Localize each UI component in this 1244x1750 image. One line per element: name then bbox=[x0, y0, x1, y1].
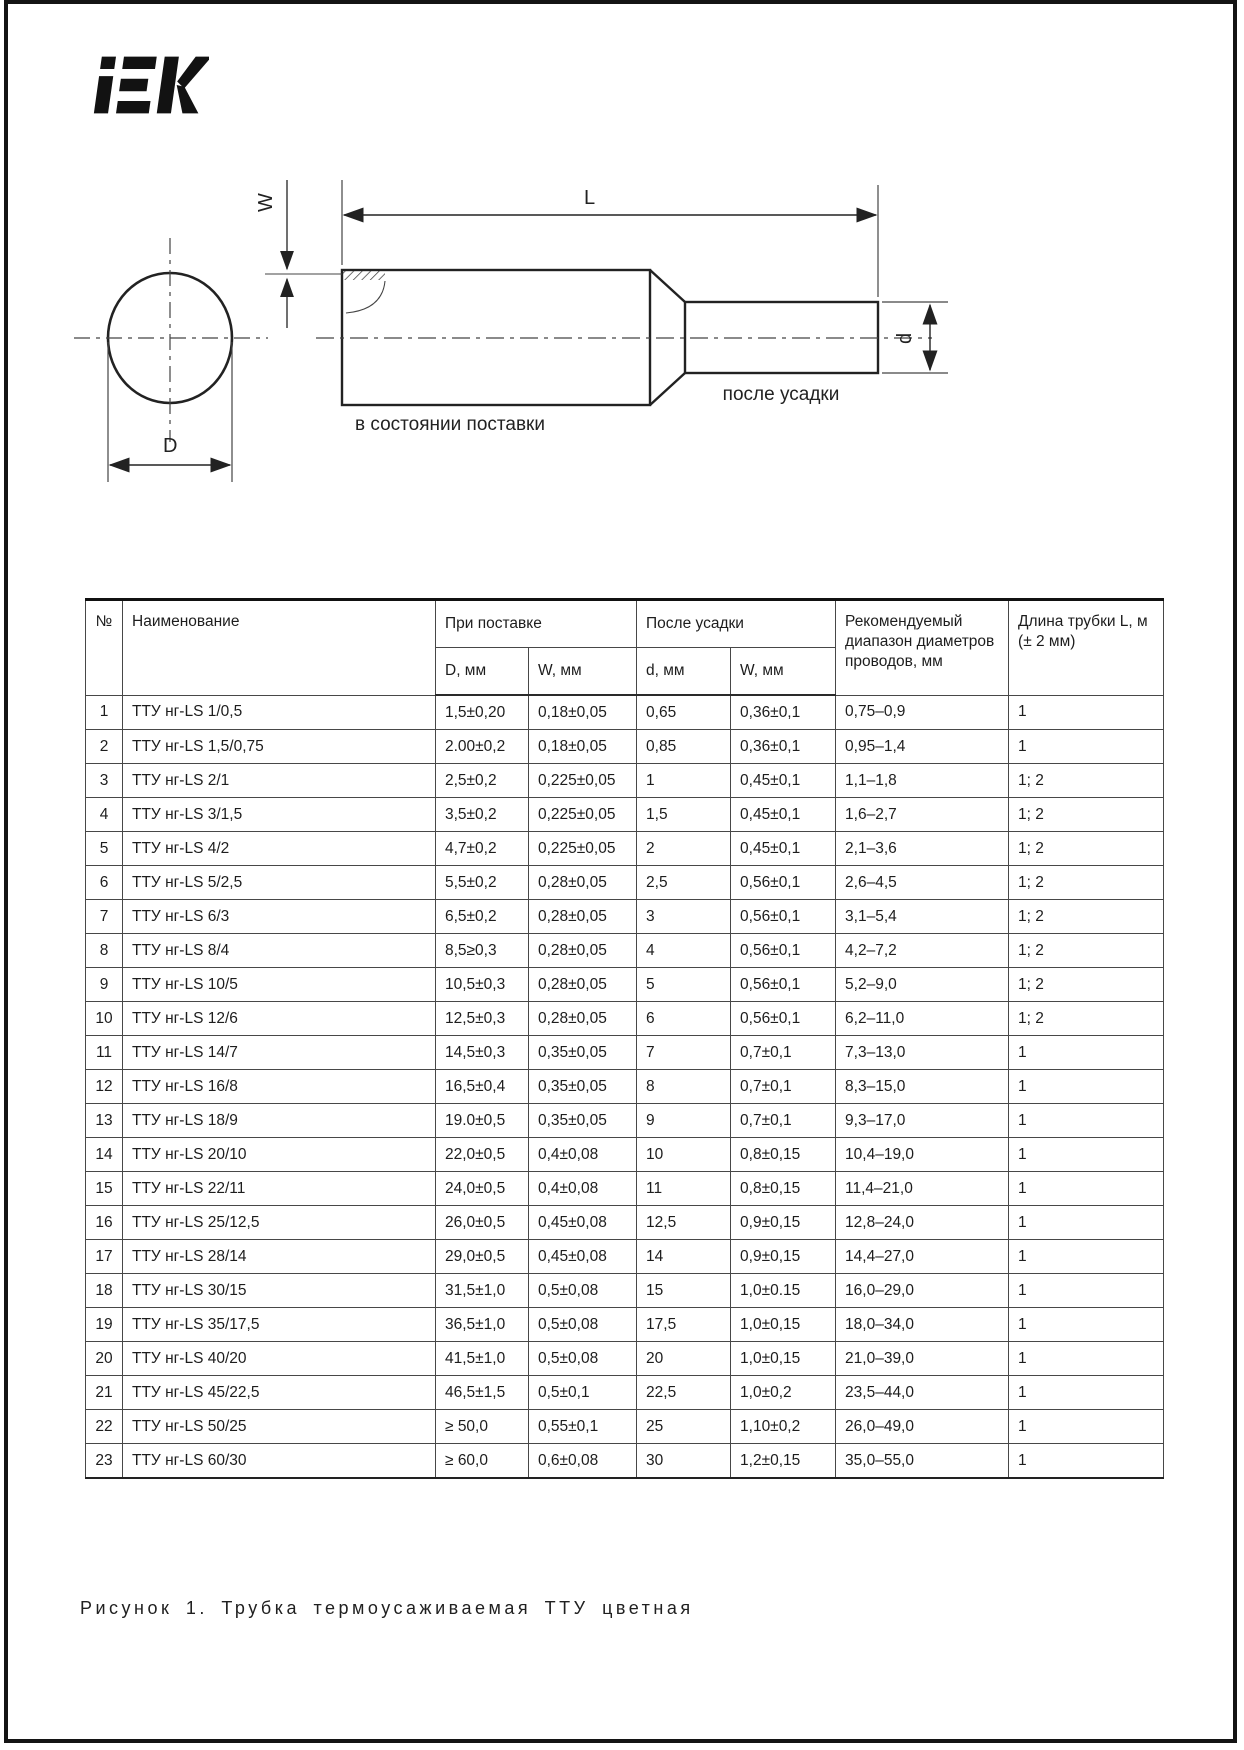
table-cell: 10,5±0,3 bbox=[436, 968, 529, 1002]
table-cell: 0,35±0,05 bbox=[529, 1104, 637, 1138]
logo-k-stem bbox=[157, 57, 179, 114]
table-cell: 13 bbox=[86, 1104, 123, 1138]
table-cell: 1; 2 bbox=[1009, 900, 1164, 934]
col-header-D-mm: D, мм bbox=[436, 648, 529, 696]
supply-state-caption: в состоянии поставки bbox=[355, 414, 545, 435]
table-cell: 46,5±1,5 bbox=[436, 1376, 529, 1410]
table-cell: 0,35±0,05 bbox=[529, 1036, 637, 1070]
table-cell: 24,0±0,5 bbox=[436, 1172, 529, 1206]
spec-table-body bbox=[86, 695, 1164, 1478]
col-header-after-shrink: После усадки bbox=[637, 600, 836, 648]
table-cell: 1,0±0.15 bbox=[731, 1274, 836, 1308]
table-cell: 0,4±0,08 bbox=[529, 1172, 637, 1206]
table-row bbox=[86, 764, 1164, 798]
table-cell: 2,5 bbox=[637, 866, 731, 900]
table-cell: 5 bbox=[86, 832, 123, 866]
logo-k-upper-leg bbox=[176, 57, 209, 89]
table-cell: 7 bbox=[637, 1036, 731, 1070]
iek-logo bbox=[85, 55, 209, 115]
table-cell: 22 bbox=[86, 1410, 123, 1444]
table-cell: 0,56±0,1 bbox=[731, 866, 836, 900]
table-cell: ТТУ нг-LS 30/15 bbox=[123, 1274, 436, 1308]
table-cell: 12,5±0,3 bbox=[436, 1002, 529, 1036]
table-cell: 6 bbox=[637, 1002, 731, 1036]
table-cell: 0,28±0,05 bbox=[529, 900, 637, 934]
col-header-length: Длина трубки L, м (± 2 мм) bbox=[1009, 600, 1164, 696]
table-row bbox=[86, 1002, 1164, 1036]
table-row bbox=[86, 1274, 1164, 1308]
table-cell: 7,3–13,0 bbox=[836, 1036, 1009, 1070]
logo-e-bottom bbox=[116, 101, 151, 113]
label-d: d bbox=[894, 332, 916, 344]
table-cell: 1 bbox=[1009, 1172, 1164, 1206]
table-cell: 1 bbox=[86, 695, 123, 730]
table-cell: 0,95–1,4 bbox=[836, 730, 1009, 764]
table-cell: 1 bbox=[1009, 695, 1164, 730]
table-row bbox=[86, 832, 1164, 866]
table-cell: ТТУ нг-LS 28/14 bbox=[123, 1240, 436, 1274]
table-cell: 10 bbox=[86, 1002, 123, 1036]
table-cell: 1,5±0,20 bbox=[436, 695, 529, 730]
table-cell: 1; 2 bbox=[1009, 764, 1164, 798]
table-cell: 20 bbox=[637, 1342, 731, 1376]
table-cell: 19 bbox=[86, 1308, 123, 1342]
table-cell: 3 bbox=[637, 900, 731, 934]
table-row bbox=[86, 1172, 1164, 1206]
table-cell: 20 bbox=[86, 1342, 123, 1376]
table-cell: ТТУ нг-LS 16/8 bbox=[123, 1070, 436, 1104]
table-cell: ТТУ нг-LS 60/30 bbox=[123, 1444, 436, 1479]
col-header-recommended: Рекомендуемый диапазон диаметров проводов, мм bbox=[836, 600, 1009, 696]
table-cell: ТТУ нг-LS 8/4 bbox=[123, 934, 436, 968]
table-cell: 0,5±0,08 bbox=[529, 1342, 637, 1376]
table-cell: 2 bbox=[637, 832, 731, 866]
shrunk-tube bbox=[685, 302, 878, 373]
table-cell: 30 bbox=[637, 1444, 731, 1479]
table-cell: 1; 2 bbox=[1009, 968, 1164, 1002]
table-cell: 2,1–3,6 bbox=[836, 832, 1009, 866]
table-cell: 0,45±0,08 bbox=[529, 1206, 637, 1240]
table-cell: 4,2–7,2 bbox=[836, 934, 1009, 968]
table-row bbox=[86, 1410, 1164, 1444]
table-row bbox=[86, 968, 1164, 1002]
table-cell: ТТУ нг-LS 12/6 bbox=[123, 1002, 436, 1036]
table-cell: 0,45±0,1 bbox=[731, 798, 836, 832]
table-cell: 0,28±0,05 bbox=[529, 1002, 637, 1036]
table-cell: 5,2–9,0 bbox=[836, 968, 1009, 1002]
table-cell: ТТУ нг-LS 25/12,5 bbox=[123, 1206, 436, 1240]
label-D: D bbox=[163, 435, 178, 457]
table-cell: ТТУ нг-LS 2/1 bbox=[123, 764, 436, 798]
table-cell: 2.00±0,2 bbox=[436, 730, 529, 764]
table-cell: 1,0±0,15 bbox=[731, 1342, 836, 1376]
table-cell: 14,5±0,3 bbox=[436, 1036, 529, 1070]
table-cell: ТТУ нг-LS 22/11 bbox=[123, 1172, 436, 1206]
table-cell: 0,8±0,15 bbox=[731, 1172, 836, 1206]
table-cell: 10 bbox=[637, 1138, 731, 1172]
table-cell: ≥ 50,0 bbox=[436, 1410, 529, 1444]
wall-hatch bbox=[343, 271, 385, 280]
table-cell: 0,225±0,05 bbox=[529, 764, 637, 798]
col-header-name: Наименование bbox=[123, 600, 436, 696]
table-cell: 0,45±0,1 bbox=[731, 764, 836, 798]
table-row bbox=[86, 1206, 1164, 1240]
table-cell: 16,5±0,4 bbox=[436, 1070, 529, 1104]
table-cell: ТТУ нг-LS 40/20 bbox=[123, 1342, 436, 1376]
table-cell: 0,18±0,05 bbox=[529, 730, 637, 764]
table-cell: 10,4–19,0 bbox=[836, 1138, 1009, 1172]
col-header-W-mm-supply: W, мм bbox=[529, 648, 637, 696]
table-cell: 1 bbox=[1009, 1308, 1164, 1342]
table-cell: 1 bbox=[1009, 1240, 1164, 1274]
table-cell: 0,56±0,1 bbox=[731, 934, 836, 968]
table-cell: 1 bbox=[1009, 1376, 1164, 1410]
table-cell: 23,5–44,0 bbox=[836, 1376, 1009, 1410]
table-cell: 26,0–49,0 bbox=[836, 1410, 1009, 1444]
table-cell: ТТУ нг-LS 14/7 bbox=[123, 1036, 436, 1070]
table-cell: 18,0–34,0 bbox=[836, 1308, 1009, 1342]
table-cell: 1 bbox=[1009, 1342, 1164, 1376]
table-cell: 2,6–4,5 bbox=[836, 866, 1009, 900]
table-row bbox=[86, 798, 1164, 832]
table-cell: 4,7±0,2 bbox=[436, 832, 529, 866]
table-row bbox=[86, 1104, 1164, 1138]
table-cell: 2 bbox=[86, 730, 123, 764]
spec-table-header bbox=[86, 600, 1164, 696]
table-row bbox=[86, 1036, 1164, 1070]
table-cell: 1 bbox=[1009, 1036, 1164, 1070]
table-cell: 3,5±0,2 bbox=[436, 798, 529, 832]
table-cell: 0,8±0,15 bbox=[731, 1138, 836, 1172]
table-cell: ТТУ нг-LS 5/2,5 bbox=[123, 866, 436, 900]
table-cell: 0,28±0,05 bbox=[529, 866, 637, 900]
table-cell: ТТУ нг-LS 1/0,5 bbox=[123, 695, 436, 730]
table-cell: 1,2±0,15 bbox=[731, 1444, 836, 1479]
table-cell: ТТУ нг-LS 10/5 bbox=[123, 968, 436, 1002]
table-cell: 1,6–2,7 bbox=[836, 798, 1009, 832]
logo-i-stem bbox=[94, 76, 113, 113]
table-cell: 4 bbox=[637, 934, 731, 968]
table-cell: 14,4–27,0 bbox=[836, 1240, 1009, 1274]
figure-caption: Рисунок 1. Трубка термоусаживаемая ТТУ цветная bbox=[80, 1598, 694, 1618]
table-cell: 0,225±0,05 bbox=[529, 832, 637, 866]
table-cell: 17 bbox=[86, 1240, 123, 1274]
logo-i-dot bbox=[100, 57, 116, 69]
table-cell: 14 bbox=[86, 1138, 123, 1172]
table-cell: 41,5±1,0 bbox=[436, 1342, 529, 1376]
table-cell: 5 bbox=[637, 968, 731, 1002]
after-shrink-caption: после усадки bbox=[722, 384, 840, 405]
table-cell: 9,3–17,0 bbox=[836, 1104, 1009, 1138]
table-cell: 18 bbox=[86, 1274, 123, 1308]
table-cell: 16 bbox=[86, 1206, 123, 1240]
table-cell: 0,45±0,1 bbox=[731, 832, 836, 866]
table-cell: 12,5 bbox=[637, 1206, 731, 1240]
table-cell: ТТУ нг-LS 4/2 bbox=[123, 832, 436, 866]
table-cell: 0,225±0,05 bbox=[529, 798, 637, 832]
dimension-W bbox=[255, 180, 287, 328]
table-cell: ТТУ нг-LS 50/25 bbox=[123, 1410, 436, 1444]
table-row bbox=[86, 1070, 1164, 1104]
table-cell: 1; 2 bbox=[1009, 866, 1164, 900]
table-cell: 0,6±0,08 bbox=[529, 1444, 637, 1479]
table-cell: 0,5±0,08 bbox=[529, 1274, 637, 1308]
table-cell: 15 bbox=[637, 1274, 731, 1308]
table-cell: 3 bbox=[86, 764, 123, 798]
table-cell: 6 bbox=[86, 866, 123, 900]
table-cell: ТТУ нг-LS 6/3 bbox=[123, 900, 436, 934]
table-cell: 0,4±0,08 bbox=[529, 1138, 637, 1172]
table-cell: 0,56±0,1 bbox=[731, 968, 836, 1002]
table-cell: 1; 2 bbox=[1009, 934, 1164, 968]
logo-k-lower-leg bbox=[173, 85, 203, 113]
end-view-circle bbox=[74, 238, 268, 442]
table-cell: 4 bbox=[86, 798, 123, 832]
table-row bbox=[86, 1138, 1164, 1172]
table-row bbox=[86, 730, 1164, 764]
label-W: W bbox=[255, 193, 277, 212]
table-cell: 1; 2 bbox=[1009, 1002, 1164, 1036]
table-cell: 11 bbox=[86, 1036, 123, 1070]
table-cell: ТТУ нг-LS 3/1,5 bbox=[123, 798, 436, 832]
table-cell: 35,0–55,0 bbox=[836, 1444, 1009, 1479]
table-cell: 1,10±0,2 bbox=[731, 1410, 836, 1444]
table-cell: 0,28±0,05 bbox=[529, 934, 637, 968]
table-cell: 0,7±0,1 bbox=[731, 1104, 836, 1138]
dimension-diagram bbox=[60, 140, 960, 505]
table-cell: 1 bbox=[637, 764, 731, 798]
table-row bbox=[86, 1376, 1164, 1410]
col-header-W-mm-shrink: W, мм bbox=[731, 648, 836, 696]
col-header-d-mm: d, мм bbox=[637, 648, 731, 696]
table-cell: 21,0–39,0 bbox=[836, 1342, 1009, 1376]
table-cell: 1 bbox=[1009, 1070, 1164, 1104]
table-cell: ТТУ нг-LS 45/22,5 bbox=[123, 1376, 436, 1410]
table-cell: 3,1–5,4 bbox=[836, 900, 1009, 934]
dimension-d bbox=[882, 302, 948, 373]
table-cell: 12 bbox=[86, 1070, 123, 1104]
col-header-at-supply: При поставке bbox=[436, 600, 637, 648]
table-cell: 1 bbox=[1009, 730, 1164, 764]
table-cell: 0,35±0,05 bbox=[529, 1070, 637, 1104]
table-cell: 26,0±0,5 bbox=[436, 1206, 529, 1240]
table-cell: ТТУ нг-LS 35/17,5 bbox=[123, 1308, 436, 1342]
table-cell: 22,5 bbox=[637, 1376, 731, 1410]
table-cell: 12,8–24,0 bbox=[836, 1206, 1009, 1240]
table-cell: 0,36±0,1 bbox=[731, 695, 836, 730]
table-cell: ≥ 60,0 bbox=[436, 1444, 529, 1479]
table-cell: ТТУ нг-LS 1,5/0,75 bbox=[123, 730, 436, 764]
table-cell: 25 bbox=[637, 1410, 731, 1444]
table-cell: ТТУ нг-LS 20/10 bbox=[123, 1138, 436, 1172]
table-cell: 1,5 bbox=[637, 798, 731, 832]
table-row bbox=[86, 1308, 1164, 1342]
table-cell: 21 bbox=[86, 1376, 123, 1410]
table-cell: 1 bbox=[1009, 1138, 1164, 1172]
table-cell: 0,7±0,1 bbox=[731, 1070, 836, 1104]
table-cell: 0,75–0,9 bbox=[836, 695, 1009, 730]
table-cell: 1 bbox=[1009, 1206, 1164, 1240]
table-cell: 0,56±0,1 bbox=[731, 1002, 836, 1036]
logo-e-mid bbox=[119, 79, 148, 91]
table-row bbox=[86, 1342, 1164, 1376]
logo-e-top bbox=[122, 57, 157, 69]
table-cell: 14 bbox=[637, 1240, 731, 1274]
table-cell: 11,4–21,0 bbox=[836, 1172, 1009, 1206]
table-cell: 1; 2 bbox=[1009, 798, 1164, 832]
table-cell: 0,9±0,15 bbox=[731, 1240, 836, 1274]
table-cell: 8,5≥0,3 bbox=[436, 934, 529, 968]
table-row bbox=[86, 900, 1164, 934]
table-cell: 0,56±0,1 bbox=[731, 900, 836, 934]
table-cell: 1; 2 bbox=[1009, 832, 1164, 866]
table-cell: 31,5±1,0 bbox=[436, 1274, 529, 1308]
table-cell: 1,1–1,8 bbox=[836, 764, 1009, 798]
spec-table bbox=[85, 598, 1164, 1479]
table-row bbox=[86, 934, 1164, 968]
table-cell: ТТУ нг-LS 18/9 bbox=[123, 1104, 436, 1138]
table-cell: 0,28±0,05 bbox=[529, 968, 637, 1002]
table-cell: 36,5±1,0 bbox=[436, 1308, 529, 1342]
table-cell: 0,36±0,1 bbox=[731, 730, 836, 764]
table-row bbox=[86, 695, 1164, 730]
table-cell: 0,7±0,1 bbox=[731, 1036, 836, 1070]
table-cell: 0,45±0,08 bbox=[529, 1240, 637, 1274]
table-cell: 11 bbox=[637, 1172, 731, 1206]
table-cell: 1 bbox=[1009, 1444, 1164, 1479]
table-cell: 29,0±0,5 bbox=[436, 1240, 529, 1274]
table-row bbox=[86, 1444, 1164, 1479]
table-cell: 16,0–29,0 bbox=[836, 1274, 1009, 1308]
table-cell: 19.0±0,5 bbox=[436, 1104, 529, 1138]
table-cell: 9 bbox=[86, 968, 123, 1002]
table-cell: 0,9±0,15 bbox=[731, 1206, 836, 1240]
col-header-num: № bbox=[86, 600, 123, 696]
table-cell: 8,3–15,0 bbox=[836, 1070, 1009, 1104]
table-cell: 0,55±0,1 bbox=[529, 1410, 637, 1444]
table-cell: 6,5±0,2 bbox=[436, 900, 529, 934]
table-row bbox=[86, 866, 1164, 900]
table-cell: 9 bbox=[637, 1104, 731, 1138]
table-cell: 6,2–11,0 bbox=[836, 1002, 1009, 1036]
table-cell: 1 bbox=[1009, 1410, 1164, 1444]
table-cell: 0,65 bbox=[637, 695, 731, 730]
table-cell: 1 bbox=[1009, 1274, 1164, 1308]
table-cell: 7 bbox=[86, 900, 123, 934]
table-cell: 0,18±0,05 bbox=[529, 695, 637, 730]
table-cell: 17,5 bbox=[637, 1308, 731, 1342]
table-row bbox=[86, 1240, 1164, 1274]
table-cell: 2,5±0,2 bbox=[436, 764, 529, 798]
table-cell: 8 bbox=[637, 1070, 731, 1104]
table-cell: 8 bbox=[86, 934, 123, 968]
table-cell: 15 bbox=[86, 1172, 123, 1206]
table-cell: 22,0±0,5 bbox=[436, 1138, 529, 1172]
table-cell: 0,5±0,1 bbox=[529, 1376, 637, 1410]
table-cell: 1 bbox=[1009, 1104, 1164, 1138]
table-cell: 1,0±0,15 bbox=[731, 1308, 836, 1342]
table-cell: 0,85 bbox=[637, 730, 731, 764]
table-cell: 5,5±0,2 bbox=[436, 866, 529, 900]
table-cell: 0,5±0,08 bbox=[529, 1308, 637, 1342]
label-L: L bbox=[584, 187, 596, 209]
table-cell: 1,0±0,2 bbox=[731, 1376, 836, 1410]
table-cell: 23 bbox=[86, 1444, 123, 1479]
